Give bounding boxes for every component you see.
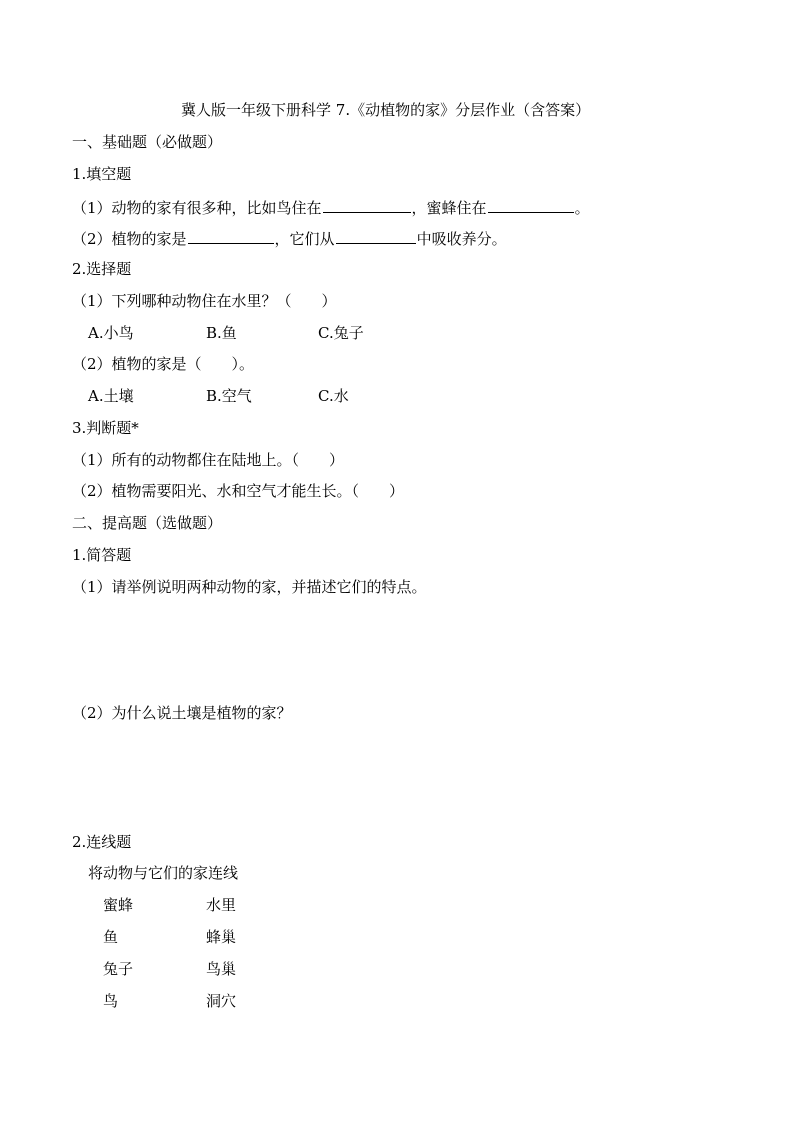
judge-heading: 3.判断题* (72, 419, 139, 437)
fill-q2-blank-1[interactable] (188, 227, 274, 244)
fill-q1-text-b: ，蜜蜂住在 (411, 199, 487, 217)
choice-q1-option-a[interactable]: A.小鸟 (88, 324, 134, 342)
matching-animal[interactable]: 鱼 (103, 928, 119, 946)
judge-question-1: （1）所有的动物都住在陆地上。（ ） (72, 451, 345, 469)
judge-question-2: （2）植物需要阳光、水和空气才能生长。（ ） (72, 482, 405, 500)
fill-heading: 1.填空题 (72, 165, 132, 183)
fill-q2-text-a: （2）植物的家是 (72, 230, 187, 248)
section2-heading: 二、提高题（选做题） (72, 514, 223, 532)
short-answer-question-1: （1）请举例说明两种动物的家，并描述它们的特点。 (72, 578, 427, 596)
fill-question-1 (72, 196, 590, 218)
matching-heading: 2.连线题 (72, 833, 132, 851)
matching-animal[interactable]: 鸟 (103, 992, 119, 1010)
fill-q1-blank-1[interactable] (323, 196, 411, 213)
fill-q1-text-a: （1）动物的家有很多种，比如鸟住在 (72, 199, 322, 217)
matching-animal[interactable]: 兔子 (103, 960, 134, 978)
choice-q2-stem: （2）植物的家是（ ）。 (72, 355, 255, 373)
choice-heading: 2.选择题 (72, 260, 132, 278)
matching-home[interactable]: 水里 (206, 896, 237, 914)
choice-q2-option-c[interactable]: C.水 (318, 387, 349, 405)
short-answer-heading: 1.简答题 (72, 546, 132, 564)
short-answer-question-2: （2）为什么说土壤是植物的家？ (72, 704, 292, 722)
fill-q1-blank-2[interactable] (488, 196, 574, 213)
choice-q2-option-b[interactable]: B.空气 (206, 387, 252, 405)
choice-q2-option-a[interactable]: A.土壤 (88, 387, 134, 405)
choice-q1-option-c[interactable]: C.兔子 (318, 324, 364, 342)
fill-question-2 (72, 227, 507, 249)
fill-q2-blank-2[interactable] (336, 227, 416, 244)
fill-q1-text-c: 。 (574, 199, 590, 217)
fill-q2-text-c: 中吸收养分。 (416, 230, 507, 248)
choice-q1-stem: （1）下列哪种动物住在水里？（ ） (72, 292, 337, 310)
matching-animal[interactable]: 蜜蜂 (103, 896, 134, 914)
matching-instruction: 将动物与它们的家连线 (88, 864, 239, 882)
matching-home[interactable]: 洞穴 (206, 992, 237, 1010)
fill-q2-text-b: ，它们从 (274, 230, 335, 248)
section1-heading: 一、基础题（必做题） (72, 133, 223, 151)
matching-home[interactable]: 鸟巢 (206, 960, 237, 978)
page-title: 冀人版一年级下册科学 7.《动植物的家》分层作业（含答案） (181, 101, 591, 119)
choice-q1-option-b[interactable]: B.鱼 (206, 324, 237, 342)
matching-home[interactable]: 蜂巢 (206, 928, 237, 946)
